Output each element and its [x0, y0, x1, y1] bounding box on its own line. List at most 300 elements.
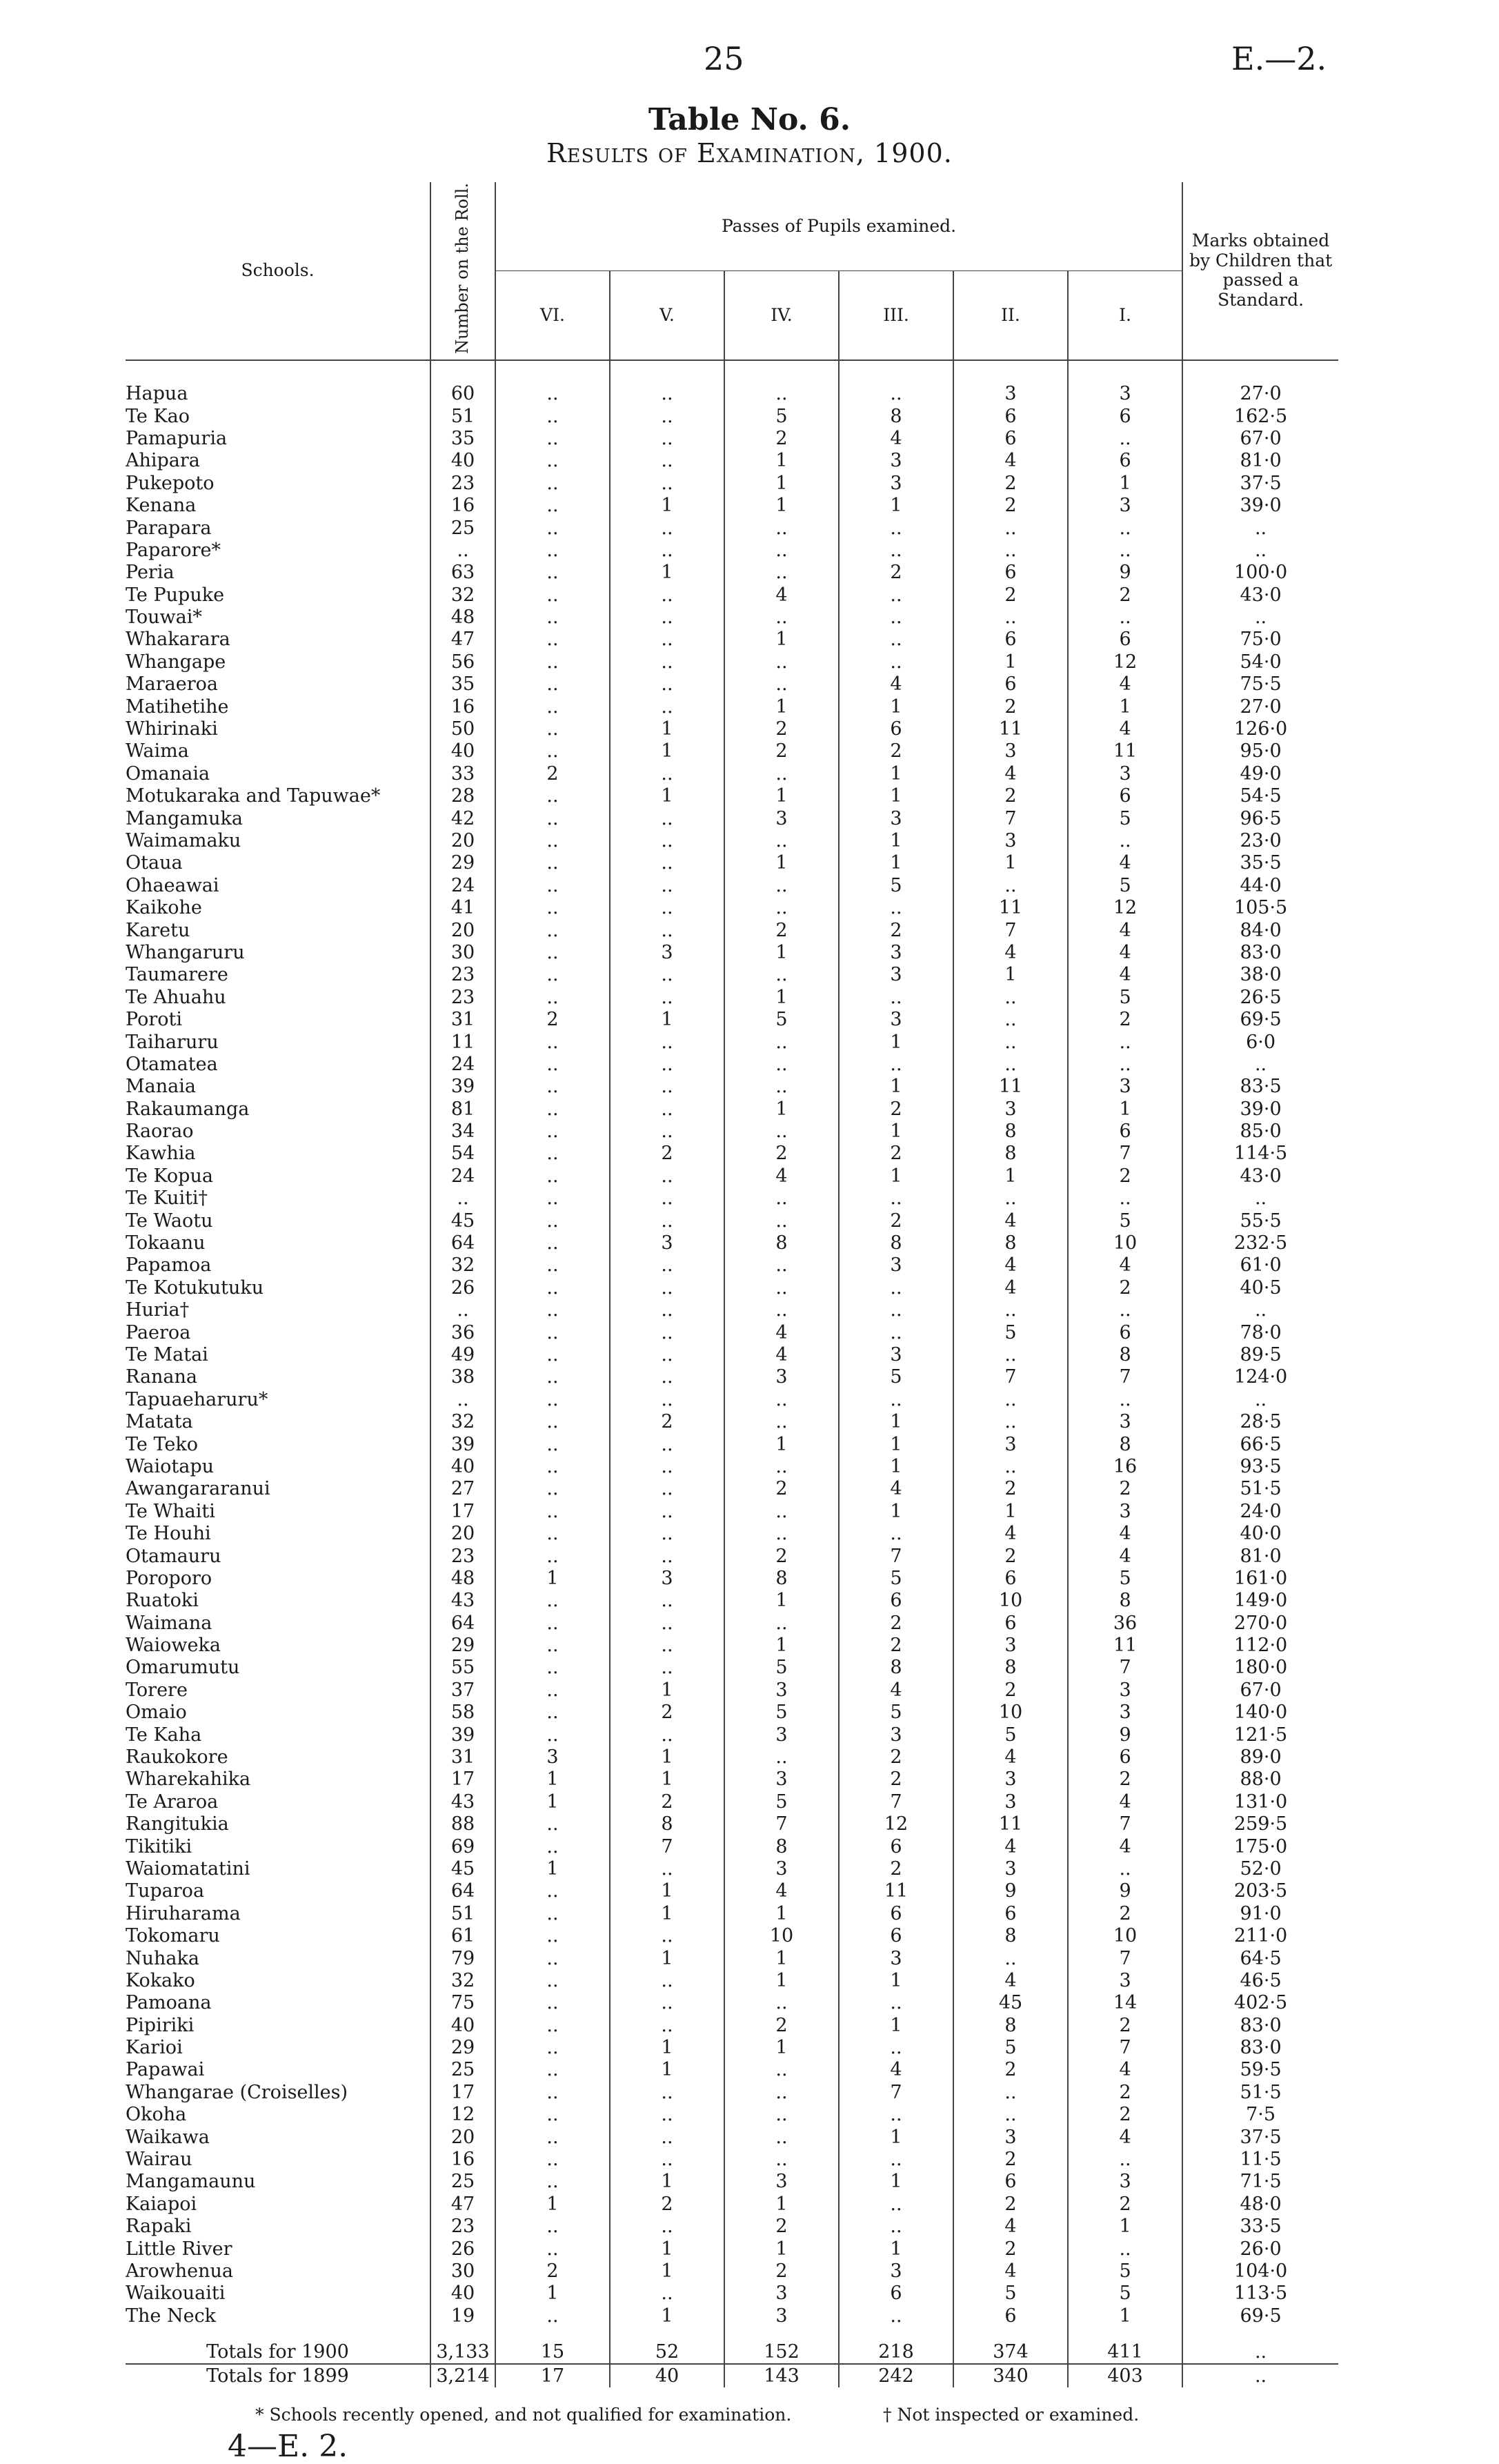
pass-ii: .. [953, 540, 1068, 562]
pass-iv: 1 [724, 1433, 839, 1455]
roll-count: 48 [430, 607, 495, 629]
school-name: Ranana [126, 1366, 430, 1388]
pass-iii: 242 [839, 2364, 953, 2387]
marks-value: 85·0 [1182, 1121, 1338, 1143]
ii-header: II. [953, 271, 1068, 360]
pass-vi: .. [495, 450, 610, 472]
pass-vi: .. [495, 919, 610, 941]
marks-value: 211·0 [1182, 1925, 1338, 1947]
roll-count: 38 [430, 1366, 495, 1388]
school-name: Te Matai [126, 1344, 430, 1366]
marks-value: 83·0 [1182, 2037, 1338, 2059]
pass-i: 16 [1113, 1455, 1138, 1477]
roll-count: 50 [430, 718, 495, 740]
pass-iii: 1 [839, 785, 953, 807]
pass-vi: 17 [495, 2364, 610, 2387]
pass-v: .. [610, 2149, 724, 2171]
pass-v: .. [610, 1523, 724, 1545]
pass-iv: .. [724, 383, 839, 405]
pass-iii: 3 [839, 807, 953, 829]
school-name: Te Kao [126, 405, 430, 427]
table-row [126, 1366, 1338, 1388]
table-row [126, 2149, 1338, 2171]
pass-iv: 10 [724, 1925, 839, 1947]
pass-vi: .. [495, 1031, 610, 1053]
pass-i: 2 [1119, 2104, 1131, 2126]
pass-ii: 4 [953, 1970, 1068, 1992]
pass-ii: 1 [953, 964, 1068, 986]
pass-iv: 1 [724, 942, 839, 964]
pass-iv: 3 [724, 2283, 839, 2305]
pass-iii: 1 [839, 696, 953, 718]
marks-value: 83·0 [1182, 2015, 1338, 2037]
pass-vi: .. [495, 1835, 610, 1857]
roll-count: 20 [430, 919, 495, 941]
pass-v: .. [610, 1612, 724, 1634]
table-row [126, 1165, 1338, 1187]
roll-count: 51 [430, 405, 495, 427]
pass-iii: .. [839, 897, 953, 919]
pass-iv: .. [724, 562, 839, 584]
pass-vi: 2 [495, 2260, 610, 2283]
roll-count: 20 [430, 2126, 495, 2148]
pass-i: 2 [1119, 1478, 1131, 1500]
pass-v: 3 [610, 1568, 724, 1590]
pass-ii: 6 [953, 1612, 1068, 1634]
marks-value: .. [1182, 1389, 1338, 1411]
school-name: Hiruharama [126, 1903, 430, 1925]
table-row [126, 540, 1338, 562]
pass-ii: 4 [953, 763, 1068, 785]
marks-value: .. [1182, 1187, 1338, 1210]
pass-i: .. [1119, 1031, 1131, 1053]
table-row [126, 2059, 1338, 2081]
school-name: Rangitukia [126, 1813, 430, 1835]
pass-iii: 7 [839, 1791, 953, 1813]
marks-value: 55·5 [1182, 1210, 1338, 1232]
pass-ii: 4 [953, 1523, 1068, 1545]
pass-ii: 2 [953, 696, 1068, 718]
marks-value: 23·0 [1182, 830, 1338, 852]
table-row [126, 1768, 1338, 1791]
pass-vi: .. [495, 2149, 610, 2171]
pass-vi: .. [495, 2082, 610, 2104]
pass-v: .. [610, 517, 724, 539]
table-row [126, 875, 1338, 897]
school-name: Ohaeawai [126, 875, 430, 897]
marks-value: 180·0 [1182, 1657, 1338, 1679]
school-name: Te Pupuke [126, 584, 430, 607]
results-table [126, 182, 1338, 2387]
pass-vi: .. [495, 1054, 610, 1076]
pass-vi: 1 [495, 1791, 610, 1813]
pass-i: 4 [1119, 1254, 1131, 1277]
marks-value: 149·0 [1182, 1590, 1338, 1612]
roll-count: 26 [430, 1277, 495, 1299]
pass-iii: .. [839, 1992, 953, 2014]
pass-i: 3 [1119, 1076, 1131, 1098]
pass-iii: 6 [839, 1590, 953, 1612]
pass-vi: .. [495, 1411, 610, 1433]
table-row [126, 964, 1338, 986]
pass-v: 1 [610, 1679, 724, 1702]
table-row [126, 740, 1338, 762]
roll-count: 37 [430, 1679, 495, 1702]
pass-v: 1 [610, 495, 724, 517]
pass-iv: 2 [724, 2015, 839, 2037]
pass-vi: .. [495, 1590, 610, 1612]
marks-header: Marks obtained by Children that passed a Standard. [1182, 182, 1338, 360]
pass-iv: 1 [724, 629, 839, 651]
table-row [126, 1590, 1338, 1612]
pass-vi: .. [495, 562, 610, 584]
pass-v: .. [610, 1635, 724, 1657]
pass-iii: .. [839, 2104, 953, 2126]
marks-value: 126·0 [1182, 718, 1338, 740]
table-row [126, 718, 1338, 740]
table-row [126, 807, 1338, 829]
school-name: Waikawa [126, 2126, 430, 2148]
roll-count: 48 [430, 1568, 495, 1590]
roll-count: 25 [430, 2059, 495, 2081]
pass-i: 2 [1119, 2014, 1131, 2036]
marks-value: 232·5 [1182, 1232, 1338, 1254]
pass-ii: 5 [953, 2283, 1068, 2305]
marks-value: 112·0 [1182, 1635, 1338, 1657]
pass-iv: 3 [724, 1768, 839, 1791]
pass-vi: .. [495, 607, 610, 629]
marks-value: 24·0 [1182, 1501, 1338, 1523]
pass-iii: .. [839, 629, 953, 651]
pass-v: .. [610, 2082, 724, 2104]
pass-ii: 2 [953, 2059, 1068, 2081]
pass-v: .. [610, 1254, 724, 1277]
table-row [126, 2082, 1338, 2104]
marks-value: 54·5 [1182, 785, 1338, 807]
roll-count: 40 [430, 450, 495, 472]
roll-count: 40 [430, 740, 495, 762]
signature-mark: 4—E. 2. [228, 2429, 348, 2464]
school-name: Te Kuiti† [126, 1187, 430, 1210]
table-row [126, 942, 1338, 964]
spacer-cell [953, 2327, 1068, 2341]
marks-value: 43·0 [1182, 584, 1338, 607]
vi-header: VI. [495, 271, 610, 360]
pass-iii: .. [839, 383, 953, 405]
pass-i: 2 [1119, 2081, 1131, 2103]
pass-iii: 1 [839, 830, 953, 852]
marks-value: 7·5 [1182, 2104, 1338, 2126]
pass-i: 2 [1119, 1277, 1131, 1299]
table-row [126, 562, 1338, 584]
pass-iv: 1 [724, 1590, 839, 1612]
pass-i: 2 [1119, 1009, 1131, 1031]
pass-iv: 2 [724, 1545, 839, 1567]
pass-iii: 2 [839, 562, 953, 584]
pass-iv: .. [724, 763, 839, 785]
pass-i: 6 [1119, 450, 1131, 472]
pass-i: .. [1119, 607, 1131, 629]
roll-count: 25 [430, 2171, 495, 2193]
table-row [126, 1746, 1338, 1768]
pass-ii: 2 [953, 1478, 1068, 1500]
school-name: Te Kopua [126, 1165, 430, 1187]
spacer-cell [1182, 2327, 1338, 2341]
pass-v: 3 [610, 1232, 724, 1254]
pass-vi: .. [495, 1076, 610, 1098]
pass-iii: 2 [839, 1098, 953, 1121]
pass-vi: 1 [495, 1568, 610, 1590]
pass-ii: .. [953, 1411, 1068, 1433]
pass-ii: 374 [953, 2341, 1068, 2364]
school-name: Whakarara [126, 629, 430, 651]
pass-iv: .. [724, 1254, 839, 1277]
marks-value: 140·0 [1182, 1702, 1338, 1724]
pass-iii: .. [839, 1187, 953, 1210]
table-row [126, 1568, 1338, 1590]
marks-value: 75·0 [1182, 629, 1338, 651]
pass-vi: .. [495, 830, 610, 852]
pass-vi: .. [495, 2104, 610, 2126]
pass-iii: 4 [839, 1679, 953, 1702]
pass-vi: .. [495, 1366, 610, 1388]
pass-v: 3 [610, 942, 724, 964]
roll-count: 60 [430, 383, 495, 405]
roll-count: 28 [430, 785, 495, 807]
pass-i: 6 [1119, 785, 1131, 807]
school-name: Awangararanui [126, 1478, 430, 1500]
pass-iii: 1 [839, 1456, 953, 1478]
school-name: Nuhaka [126, 1947, 430, 1969]
pass-iv: 1 [724, 495, 839, 517]
pass-v: 2 [610, 1411, 724, 1433]
pass-vi: .. [495, 383, 610, 405]
pass-iii: 2 [839, 1746, 953, 1768]
pass-iii: 4 [839, 673, 953, 696]
school-name: Omaio [126, 1702, 430, 1724]
pass-v: 1 [610, 2238, 724, 2260]
pass-vi: 2 [495, 1009, 610, 1031]
roll-count: 23 [430, 2216, 495, 2238]
pass-iii: 5 [839, 875, 953, 897]
pass-ii: .. [953, 1054, 1068, 1076]
roll-count: 40 [430, 2015, 495, 2037]
pass-v: 52 [610, 2341, 724, 2364]
pass-i: 7 [1119, 1947, 1131, 1969]
roll-count: 24 [430, 875, 495, 897]
pass-iv: .. [724, 1746, 839, 1768]
pass-iv: 8 [724, 1568, 839, 1590]
school-name: Poroporo [126, 1568, 430, 1590]
table-row [126, 1501, 1338, 1523]
pass-vi: .. [495, 897, 610, 919]
marks-value: 26·0 [1182, 2238, 1338, 2260]
pass-iv: 7 [724, 1813, 839, 1835]
marks-value: 95·0 [1182, 740, 1338, 762]
pass-i: 5 [1119, 2260, 1131, 2282]
marks-value: 44·0 [1182, 875, 1338, 897]
school-name: Te Teko [126, 1433, 430, 1455]
marks-value: 37·5 [1182, 473, 1338, 495]
pass-i: 7 [1119, 1657, 1131, 1679]
school-name: Kaiapoi [126, 2194, 430, 2216]
pass-i: 6 [1119, 405, 1131, 427]
pass-iv: 3 [724, 807, 839, 829]
pass-vi: .. [495, 1724, 610, 1746]
pass-v: .. [610, 2126, 724, 2148]
passes-header: Passes of Pupils examined. [495, 182, 1182, 271]
school-name: Motukaraka and Tapuwae* [126, 785, 430, 807]
pass-vi: 1 [495, 1858, 610, 1880]
pass-v: .. [610, 1389, 724, 1411]
table-row [126, 2104, 1338, 2126]
roll-count: 33 [430, 763, 495, 785]
school-name: Raorao [126, 1121, 430, 1143]
pass-vi: .. [495, 2238, 610, 2260]
school-name: Poroti [126, 1009, 430, 1031]
pass-vi: .. [495, 1389, 610, 1411]
pass-v: .. [610, 875, 724, 897]
pass-i: 14 [1113, 1992, 1138, 2014]
table-row [126, 584, 1338, 607]
pass-vi: .. [495, 517, 610, 539]
pass-iii: .. [839, 607, 953, 629]
pass-i: 3 [1119, 1500, 1131, 1522]
pass-iii: 3 [839, 942, 953, 964]
pass-iv: 5 [724, 1791, 839, 1813]
marks-value: 175·0 [1182, 1835, 1338, 1857]
pass-iii: 1 [839, 1970, 953, 1992]
roll-count: 30 [430, 942, 495, 964]
pass-ii: 11 [953, 1076, 1068, 1098]
pass-v: .. [610, 428, 724, 450]
pass-ii: 2 [953, 1545, 1068, 1567]
pass-v: 1 [610, 1746, 724, 1768]
pass-v: .. [610, 2283, 724, 2305]
spacer-cell [839, 2327, 953, 2341]
roll-count: 24 [430, 1054, 495, 1076]
school-name: Taumarere [126, 964, 430, 986]
spacer-cell [610, 2327, 724, 2341]
pass-vi: .. [495, 1970, 610, 1992]
table-row [126, 1992, 1338, 2014]
marks-value: 27·0 [1182, 696, 1338, 718]
school-name: Te Ahuahu [126, 987, 430, 1009]
pass-v: .. [610, 1277, 724, 1299]
school-name: Okoha [126, 2104, 430, 2126]
pass-ii: 5 [953, 1724, 1068, 1746]
marks-value: 37·5 [1182, 2126, 1338, 2148]
i-header: I. [1068, 271, 1182, 360]
roll-count: 69 [430, 1835, 495, 1857]
school-name: Pamoana [126, 1992, 430, 2014]
school-name: Totals for 1900 [126, 2341, 430, 2364]
pass-iii: 6 [839, 718, 953, 740]
marks-value: 40·0 [1182, 1523, 1338, 1545]
marks-value: 91·0 [1182, 1903, 1338, 1925]
pass-i: 2 [1119, 584, 1131, 606]
pass-iv: 4 [724, 584, 839, 607]
school-name: Ahipara [126, 450, 430, 472]
pass-iv: 3 [724, 2171, 839, 2193]
pass-ii: 11 [953, 718, 1068, 740]
roll-count: 23 [430, 987, 495, 1009]
pass-ii: 6 [953, 428, 1068, 450]
pass-ii: 6 [953, 2171, 1068, 2193]
roll-count: 42 [430, 807, 495, 829]
iv-header: IV. [724, 271, 839, 360]
roll-count: .. [430, 1299, 495, 1321]
roll-count: 47 [430, 2194, 495, 2216]
table-row [126, 1478, 1338, 1500]
footnote-star: * Schools recently opened, and not qualified for examination. [255, 2405, 792, 2425]
pass-iv: 8 [724, 1232, 839, 1254]
roll-count: 39 [430, 1076, 495, 1098]
pass-iv: .. [724, 1187, 839, 1210]
table-row [126, 1456, 1338, 1478]
pass-ii: 1 [953, 852, 1068, 874]
pass-vi: .. [495, 1947, 610, 1969]
school-name: Omanaia [126, 763, 430, 785]
marks-value: 121·5 [1182, 1724, 1338, 1746]
table-row [126, 1858, 1338, 1880]
table-row [126, 1143, 1338, 1165]
pass-vi: .. [495, 540, 610, 562]
roll-count: 35 [430, 428, 495, 450]
marks-value: 104·0 [1182, 2260, 1338, 2283]
pass-i: .. [1119, 2238, 1131, 2260]
roll-count: 29 [430, 852, 495, 874]
pass-iv: 152 [724, 2341, 839, 2364]
totals-row [126, 2364, 1338, 2387]
pass-i: 4 [1119, 673, 1131, 696]
pass-vi: .. [495, 1165, 610, 1187]
marks-value: 64·5 [1182, 1947, 1338, 1969]
pass-i: .. [1119, 539, 1131, 561]
pass-v: .. [610, 2104, 724, 2126]
table-row [126, 2260, 1338, 2283]
table-title: Table No. 6. [648, 102, 851, 137]
pass-ii: 1 [953, 651, 1068, 673]
roll-count: 31 [430, 1009, 495, 1031]
marks-value: 59·5 [1182, 2059, 1338, 2081]
table-row [126, 1210, 1338, 1232]
roll-count: 47 [430, 629, 495, 651]
pass-vi: .. [495, 495, 610, 517]
pass-iv: 2 [724, 1143, 839, 1165]
spacer-cell [126, 2327, 430, 2341]
roll-count: 41 [430, 897, 495, 919]
pass-i: 4 [1119, 1835, 1131, 1857]
pass-i: 5 [1119, 2283, 1131, 2305]
pass-v: .. [610, 1031, 724, 1053]
pass-iii: 1 [839, 1121, 953, 1143]
school-name: Kaikohe [126, 897, 430, 919]
school-name: Tapuaeharuru* [126, 1389, 430, 1411]
pass-iv: 5 [724, 1657, 839, 1679]
pass-iii: 2 [839, 919, 953, 941]
pass-v: .. [610, 763, 724, 785]
pass-iv: .. [724, 1456, 839, 1478]
marks-value: 28·5 [1182, 1411, 1338, 1433]
pass-i: .. [1119, 427, 1131, 449]
pass-iv: .. [724, 2082, 839, 2104]
pass-ii: 2 [953, 495, 1068, 517]
pass-vi: .. [495, 1277, 610, 1299]
pass-iv: 2 [724, 2216, 839, 2238]
pass-v: .. [610, 1098, 724, 1121]
pass-ii: 4 [953, 1210, 1068, 1232]
